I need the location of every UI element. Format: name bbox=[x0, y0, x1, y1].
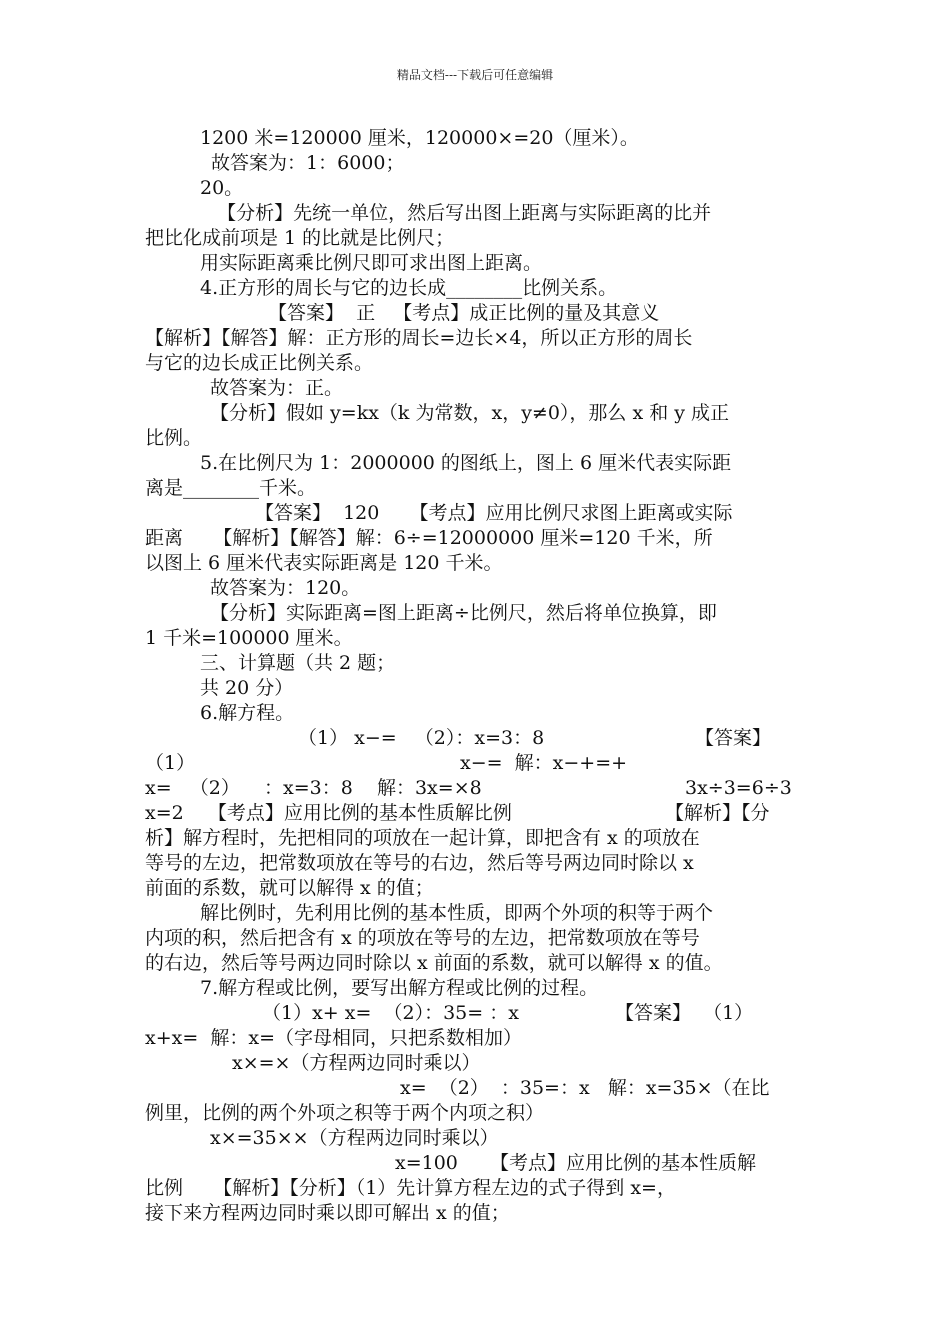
text-line: 【解析】【解答】解：正方形的周长=边长×4，所以正方形的周长 bbox=[145, 327, 693, 349]
text-line: 故答案为：120。 bbox=[210, 577, 361, 599]
text-line: 以图上 6 厘米代表实际距离是 120 千米。 bbox=[145, 552, 503, 574]
text-line: 20。 bbox=[200, 177, 244, 199]
text-line: 故答案为：1：6000； bbox=[205, 152, 405, 174]
text-line: 的右边，然后等号两边同时除以 x 前面的系数，就可以解得 x 的值。 bbox=[145, 952, 723, 974]
text-line: x+x= 解：x=（字母相同，只把系数相加） bbox=[145, 1027, 522, 1049]
text-line: 解比例时，先利用比例的基本性质，即两个外项的积等于两个 bbox=[200, 902, 714, 924]
text-line: 距离 【解析】【解答】解：6÷=12000000 厘米=120 千米，所 bbox=[145, 527, 713, 549]
page-header: 精品文档---下载后可任意编辑 bbox=[396, 68, 554, 82]
text-line: 【分析】假如 y=kx（k 为常数，x，y≠0），那么 x 和 y 成正 bbox=[210, 402, 730, 424]
text-line: 例里，比例的两个外项之积等于两个内项之积） bbox=[145, 1102, 545, 1124]
text-line: x−= 解：x−+=+ bbox=[460, 752, 628, 774]
text-line: 等号的左边，把常数项放在等号的右边，然后等号两边同时除以 x bbox=[145, 852, 694, 874]
text-line: 【答案】 （1） bbox=[615, 1002, 754, 1024]
text-line: 用实际距离乘比例尺即可求出图上距离。 bbox=[200, 252, 543, 274]
text-line: （1）x+ x= （2）：35= ：x bbox=[262, 1002, 519, 1024]
text-line: 故答案为：正。 bbox=[210, 377, 344, 399]
text-line: （1） x−= （2）：x=3：8 bbox=[298, 727, 545, 749]
text-line: 【解析】【分 bbox=[665, 802, 770, 824]
text-line: 【答案】 bbox=[695, 727, 772, 749]
text-line: 【答案】 120 【考点】应用比例尺求图上距离或实际 bbox=[255, 502, 733, 524]
text-line: （1） bbox=[145, 752, 196, 774]
text-line: 与它的边长成正比例关系。 bbox=[145, 352, 374, 374]
text-line: 前面的系数，就可以解得 x 的值； bbox=[145, 877, 434, 899]
text-line: 离是________千米。 bbox=[145, 477, 317, 499]
text-line: x×=35××（方程两边同时乘以） bbox=[210, 1127, 499, 1149]
text-line: 【分析】先统一单位，然后写出图上距离与实际距离的比并 bbox=[205, 202, 712, 224]
text-line: x×=×（方程两边同时乘以） bbox=[232, 1052, 481, 1074]
text-line: 析】解方程时，先把相同的项放在一起计算，即把含有 x 的项放在 bbox=[145, 827, 700, 849]
text-line: x= （2） ：x=3：8 解：3x=×8 bbox=[145, 777, 482, 799]
text-line: 1 千米=100000 厘米。 bbox=[145, 627, 353, 649]
text-line: 6.解方程。 bbox=[200, 702, 295, 724]
text-line: x= （2） ：35=：x 解：x=35×（在比 bbox=[400, 1077, 770, 1099]
text-line: 比例。 bbox=[145, 427, 203, 449]
text-line: 3x÷3=6÷3 bbox=[685, 777, 792, 799]
text-line: 1200 米=120000 厘米，120000×=20（厘米）。 bbox=[200, 127, 639, 149]
text-line: 三、计算题（共 2 题； bbox=[200, 652, 396, 674]
text-line: 【考点】应用比例的基本性质解 bbox=[490, 1152, 757, 1174]
text-line: 把比化成前项是 1 的比就是比例尺； bbox=[145, 227, 455, 249]
text-line: 7.解方程或比例，要写出解方程或比例的过程。 bbox=[200, 977, 599, 999]
text-line: x=100 bbox=[395, 1152, 458, 1174]
text-line: 接下来方程两边同时乘以即可解出 x 的值； bbox=[145, 1202, 510, 1224]
text-line: 【答案】 正 【考点】成正比例的量及其意义 bbox=[268, 302, 660, 324]
text-line: 内项的积，然后把含有 x 的项放在等号的左边，把常数项放在等号 bbox=[145, 927, 700, 949]
text-line: 【分析】实际距离=图上距离÷比例尺，然后将单位换算，即 bbox=[210, 602, 717, 624]
text-line: 比例 【解析】【分析】（1）先计算方程左边的式子得到 x=， bbox=[145, 1177, 676, 1199]
text-line: 共 20 分） bbox=[200, 677, 294, 699]
text-line: 5.在比例尺为 1：2000000 的图纸上，图上 6 厘米代表实际距 bbox=[200, 452, 732, 474]
text-line: x=2 【考点】应用比例的基本性质解比例 bbox=[145, 802, 512, 824]
text-line: 4.正方形的周长与它的边长成________比例关系。 bbox=[200, 277, 618, 299]
